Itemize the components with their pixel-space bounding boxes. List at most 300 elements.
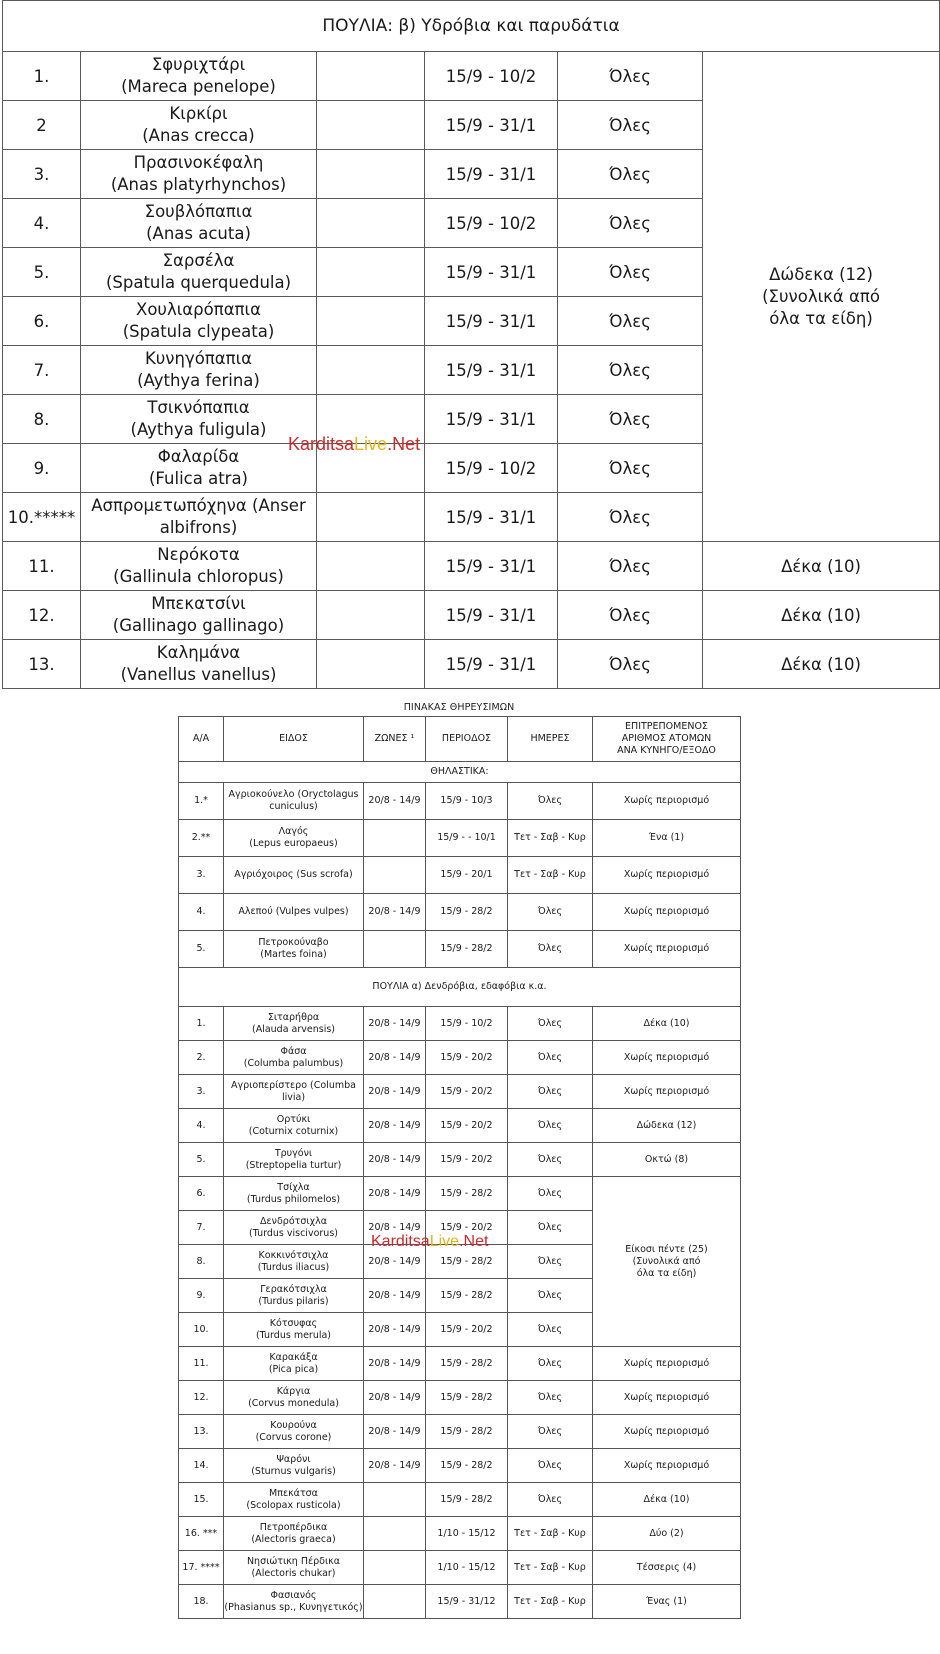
species-name-cell	[224, 1415, 364, 1449]
species-name: Κάργια	[276, 1385, 311, 1397]
species-name-cell	[81, 150, 317, 199]
species-name-cell	[224, 1347, 364, 1381]
site-watermark: KarditsaLive.Net	[371, 1233, 489, 1250]
zones-cell: 20/8 - 14/9	[364, 1007, 426, 1041]
species-name-cell	[224, 1313, 364, 1347]
species-latin-name: (Alectoris chukar)	[251, 1567, 336, 1579]
limit-cell: Χωρίς περιορισμό	[593, 894, 741, 931]
period-cell: 15/9 - 28/2	[426, 1483, 508, 1517]
species-latin-name: (Phasianus sp., Κυνηγετικός)	[224, 1601, 363, 1613]
row-number: 17. ****	[179, 1551, 224, 1585]
table-row	[179, 1177, 741, 1211]
days-cell: Όλες	[558, 101, 703, 150]
species-name: Τσίχλα	[277, 1181, 310, 1193]
days-cell: Όλες	[508, 1347, 593, 1381]
table-row	[179, 1449, 741, 1483]
species-name-cell	[224, 857, 364, 894]
limit-cell: Δέκα (10)	[593, 1483, 741, 1517]
days-cell: Όλες	[558, 444, 703, 493]
species-latin-name: (Sturnus vulgaris)	[251, 1465, 336, 1477]
species-name: Σφυριχτάρι	[151, 55, 246, 74]
limit-cell: Χωρίς περιορισμό	[593, 783, 741, 820]
row-number: 6.	[179, 1177, 224, 1211]
header-days: ΗΜΕΡΕΣ	[508, 717, 593, 762]
row-number: 5.	[3, 248, 81, 297]
group-limit-line: όλα τα είδη)	[636, 1267, 697, 1279]
species-name: Μπεκάτσα	[269, 1487, 318, 1499]
row-number: 12.	[3, 591, 81, 640]
period-cell: 1/10 - 15/12	[426, 1551, 508, 1585]
species-name: Ορτύκι	[276, 1113, 311, 1125]
species-latin-name: (Turdus philomelos)	[246, 1193, 341, 1205]
zones-cell: 20/8 - 14/9	[364, 1075, 426, 1109]
limit-cell: Χωρίς περιορισμό	[593, 1449, 741, 1483]
table-row	[179, 1109, 741, 1143]
group-limit-line: (Συνολικά από	[762, 286, 880, 306]
days-cell: Όλες	[508, 1007, 593, 1041]
days-cell: Όλες	[508, 931, 593, 968]
species-name: Κοκκινότσιχλα	[258, 1249, 329, 1261]
row-number: 15.	[179, 1483, 224, 1517]
period-cell: 15/9 - 10/2	[425, 52, 558, 101]
limit-cell: Χωρίς περιορισμό	[593, 931, 741, 968]
period-cell: 15/9 - 20/2	[426, 1313, 508, 1347]
species-latin-name: (Vanellus vanellus)	[120, 665, 277, 684]
days-cell: Τετ - Σαβ - Κυρ	[508, 820, 593, 857]
row-number: 14.	[179, 1449, 224, 1483]
section-birds: ΠΟΥΛΙΑ α) Δενδρόβια, εδαφόβια κ.α.	[179, 968, 741, 1007]
table-row	[179, 1075, 741, 1109]
header-limit: ΕΠΙΤΡΕΠΟΜΕΝΟΣ ΑΡΙΘΜΟΣ ΑΤΟΜΩΝ ΑΝΑ ΚΥΝΗΓΟ/ΕΞΟΔΟ	[593, 717, 741, 762]
species-name-cell	[81, 640, 317, 689]
species-latin-name: albifrons)	[159, 518, 238, 537]
row-number: 2.**	[179, 820, 224, 857]
section-row	[179, 762, 741, 783]
period-cell: 15/9 - 28/2	[426, 1279, 508, 1313]
species-latin-name: (Gallinago gallinago)	[112, 616, 285, 635]
days-cell: Τετ - Σαβ - Κυρ	[508, 857, 593, 894]
table-row	[179, 1483, 741, 1517]
species-latin-name: (Corvus corone)	[255, 1431, 332, 1443]
zones-cell	[317, 640, 425, 689]
group-limit-line: όλα τα είδη)	[769, 308, 873, 328]
species-latin-name: (Turdus iliacus)	[257, 1261, 330, 1273]
section-row	[179, 968, 741, 1007]
row-number: 9.	[3, 444, 81, 493]
table-row	[179, 1415, 741, 1449]
species-latin-name: (Turdus pilaris)	[258, 1295, 329, 1307]
species-latin-name: (Columba palumbus)	[243, 1057, 344, 1069]
days-cell: Όλες	[508, 1109, 593, 1143]
species-name-cell	[81, 395, 317, 444]
species-name-cell	[224, 1109, 364, 1143]
species-name-cell	[224, 1177, 364, 1211]
period-cell: 15/9 - 31/1	[425, 101, 558, 150]
period-cell: 15/9 - 20/2	[426, 1143, 508, 1177]
zones-cell	[317, 591, 425, 640]
species-name-cell	[81, 444, 317, 493]
days-cell: Τετ - Σαβ - Κυρ	[508, 1551, 593, 1585]
days-cell: Όλες	[508, 1483, 593, 1517]
header-period: ΠΕΡΙΟΔΟΣ	[426, 717, 508, 762]
table-row	[179, 1347, 741, 1381]
table-row	[179, 1517, 741, 1551]
table-row	[179, 931, 741, 968]
limit-cell: Χωρίς περιορισμό	[593, 1415, 741, 1449]
row-number: 4.	[179, 1109, 224, 1143]
row-number: 4.	[3, 199, 81, 248]
row-number: 9.	[179, 1279, 224, 1313]
zones-cell: 20/8 - 14/9	[364, 1347, 426, 1381]
zones-cell: 20/8 - 14/9	[364, 1143, 426, 1177]
species-latin-name: (Alectoris graeca)	[251, 1533, 336, 1545]
species-name-cell	[224, 1041, 364, 1075]
limit-cell: Ένα (1)	[593, 820, 741, 857]
species-name: Φάσα	[280, 1045, 307, 1057]
header-row	[179, 717, 741, 762]
limit-cell: Δέκα (10)	[703, 591, 940, 640]
species-name-cell	[81, 542, 317, 591]
species-name-cell	[224, 1449, 364, 1483]
zones-cell	[317, 297, 425, 346]
table-row	[3, 591, 940, 640]
species-latin-name: (Alauda arvensis)	[251, 1023, 336, 1035]
limit-cell: Τέσσερις (4)	[593, 1551, 741, 1585]
row-number: 18.	[179, 1585, 224, 1619]
days-cell: Όλες	[558, 150, 703, 199]
period-cell: 15/9 - 20/2	[426, 1109, 508, 1143]
row-number: 8.	[179, 1245, 224, 1279]
species-name: Κυνηγόπαπια	[144, 349, 253, 368]
row-number: 2	[3, 101, 81, 150]
limit-cell: Χωρίς περιορισμό	[593, 1381, 741, 1415]
table-row	[179, 1007, 741, 1041]
row-number: 16. ***	[179, 1517, 224, 1551]
limit-cell: Δώδεκα (12)	[593, 1109, 741, 1143]
species-name-cell	[224, 1211, 364, 1245]
zones-cell: 20/8 - 14/9	[364, 1041, 426, 1075]
species-latin-name: (Anas acuta)	[146, 224, 251, 243]
species-name-cell	[81, 199, 317, 248]
species-name: Πρασινοκέφαλη	[133, 153, 264, 172]
site-watermark: KarditsaLive.Net	[288, 434, 421, 454]
row-number: 12.	[179, 1381, 224, 1415]
zones-cell	[364, 820, 426, 857]
period-cell: 15/9 - 28/2	[426, 1347, 508, 1381]
species-name-cell	[81, 101, 317, 150]
period-cell: 15/9 - 31/1	[425, 542, 558, 591]
table-row	[3, 542, 940, 591]
days-cell: Όλες	[558, 493, 703, 542]
table-row	[179, 1381, 741, 1415]
period-cell: 15/9 - 28/2	[426, 894, 508, 931]
table-row	[3, 52, 940, 101]
period-cell: 1/10 - 15/12	[426, 1517, 508, 1551]
row-number: 3.	[179, 1075, 224, 1109]
section-mammals: ΘΗΛΑΣΤΙΚΑ:	[179, 762, 741, 783]
thrush-group-limit-cell	[593, 1177, 741, 1347]
days-cell: Όλες	[508, 1279, 593, 1313]
row-number: 7.	[179, 1211, 224, 1245]
species-name-cell	[224, 931, 364, 968]
table-row	[179, 783, 741, 820]
species-latin-name: (Pica pica)	[268, 1363, 319, 1375]
days-cell: Όλες	[558, 346, 703, 395]
species-latin-name: (Coturnix coturnix)	[248, 1125, 339, 1137]
limit-cell: Χωρίς περιορισμό	[593, 1041, 741, 1075]
days-cell: Όλες	[558, 248, 703, 297]
species-latin-name: (Spatula clypeata)	[122, 322, 275, 341]
row-number: 7.	[3, 346, 81, 395]
period-cell: 15/9 - - 10/1	[426, 820, 508, 857]
days-cell: Όλες	[508, 1075, 593, 1109]
species-latin-name: cuniculus)	[269, 801, 318, 812]
days-cell: Όλες	[508, 1381, 593, 1415]
species-name-cell	[224, 1551, 364, 1585]
table-caption: ΠΙΝΑΚΑΣ ΘΗΡΕΥΣΙΜΩΝ	[403, 702, 515, 713]
period-cell: 15/9 - 28/2	[426, 931, 508, 968]
group-limit-line: (Συνολικά από	[632, 1255, 701, 1267]
species-name-cell	[224, 1517, 364, 1551]
species-name-cell	[224, 783, 364, 820]
species-latin-name: (Anas platyrhynchos)	[110, 175, 287, 194]
days-cell: Τετ - Σαβ - Κυρ	[508, 1585, 593, 1619]
species-name: Ψαρόνι	[276, 1453, 311, 1465]
row-number: 3.	[3, 150, 81, 199]
species-latin-name: (Aythya ferina)	[137, 371, 260, 390]
days-cell: Όλες	[508, 1143, 593, 1177]
limit-cell: Δέκα (10)	[703, 542, 940, 591]
period-cell: 15/9 - 20/1	[426, 857, 508, 894]
row-number: 1.	[179, 1007, 224, 1041]
period-cell: 15/9 - 31/1	[425, 248, 558, 297]
species-name-cell	[224, 1245, 364, 1279]
period-cell: 15/9 - 28/2	[426, 1415, 508, 1449]
days-cell: Τετ - Σαβ - Κυρ	[508, 1517, 593, 1551]
species-name: Αγριόχοιρος (Sus scrofa)	[234, 869, 353, 880]
days-cell: Όλες	[558, 199, 703, 248]
zones-cell: 20/8 - 14/9	[364, 1313, 426, 1347]
row-number: 13.	[3, 640, 81, 689]
days-cell: Όλες	[558, 591, 703, 640]
row-number: 11.	[3, 542, 81, 591]
species-name: Λαγός	[278, 826, 309, 837]
zones-cell: 20/8 - 14/9	[364, 1245, 426, 1279]
zones-cell: 20/8 - 14/9	[364, 1449, 426, 1483]
species-name-cell	[224, 820, 364, 857]
species-latin-name: (Streptopelia turtur)	[245, 1159, 342, 1171]
days-cell: Όλες	[508, 1313, 593, 1347]
species-name-cell	[224, 1007, 364, 1041]
zones-cell: 20/8 - 14/9	[364, 1177, 426, 1211]
species-name-cell	[224, 1483, 364, 1517]
days-cell: Όλες	[558, 297, 703, 346]
days-cell: Όλες	[558, 395, 703, 444]
species-name-cell	[81, 346, 317, 395]
row-number: 4.	[179, 894, 224, 931]
species-name-cell	[224, 1143, 364, 1177]
species-name-cell	[81, 297, 317, 346]
days-cell: Όλες	[508, 1041, 593, 1075]
period-cell: 15/9 - 31/1	[425, 150, 558, 199]
species-name: Αγριοκούνελο (Oryctolagus	[228, 789, 359, 800]
period-cell: 15/9 - 28/2	[426, 1381, 508, 1415]
species-name-cell	[224, 1381, 364, 1415]
header-species: ΕΙΔΟΣ	[224, 717, 364, 762]
row-number: 2.	[179, 1041, 224, 1075]
group-limit-line: Δώδεκα (12)	[769, 264, 873, 284]
table-row	[179, 894, 741, 931]
zones-cell	[317, 346, 425, 395]
table-row	[179, 1041, 741, 1075]
days-cell: Όλες	[558, 542, 703, 591]
species-name-cell	[81, 248, 317, 297]
table-title: ΠΟΥΛΙΑ: β) Υδρόβια και παρυδάτια	[3, 1, 940, 52]
zones-cell: 20/8 - 14/9	[364, 783, 426, 820]
row-number: 5.	[179, 931, 224, 968]
waterfowl-table	[2, 0, 940, 689]
row-number: 8.	[3, 395, 81, 444]
period-cell: 15/9 - 31/1	[425, 395, 558, 444]
group-limit-cell	[703, 52, 940, 542]
days-cell: Όλες	[508, 1449, 593, 1483]
zones-cell	[364, 857, 426, 894]
period-cell: 15/9 - 31/1	[425, 297, 558, 346]
species-name: Σουβλόπαπια	[144, 202, 253, 221]
species-name: Κότσυφας	[269, 1317, 318, 1329]
species-name-cell	[224, 1279, 364, 1313]
species-name-cell	[224, 1075, 364, 1109]
species-latin-name: (Turdus viscivorus)	[249, 1227, 338, 1239]
table-row	[179, 1143, 741, 1177]
header-zones: ΖΩΝΕΣ ¹	[364, 717, 426, 762]
species-name: Δενδρότσιχλα	[260, 1215, 327, 1227]
table-row	[179, 1551, 741, 1585]
row-number: 1.	[3, 52, 81, 101]
species-name: Κιρκίρι	[169, 104, 228, 123]
species-name-cell	[81, 591, 317, 640]
row-number: 3.	[179, 857, 224, 894]
zones-cell: 20/8 - 14/9	[364, 1279, 426, 1313]
limit-cell: Χωρίς περιορισμό	[593, 1075, 741, 1109]
species-latin-name: (Lepus europaeus)	[249, 838, 338, 849]
species-name: Πετροπέρδικα	[259, 1521, 328, 1533]
period-cell: 15/9 - 10/2	[425, 444, 558, 493]
species-name-cell	[224, 894, 364, 931]
zones-cell: 20/8 - 14/9	[364, 1415, 426, 1449]
days-cell: Όλες	[558, 640, 703, 689]
species-name: Τσικνόπαπια	[147, 398, 250, 417]
species-name: Κουρούνα	[270, 1419, 317, 1431]
limit-cell: Χωρίς περιορισμό	[593, 857, 741, 894]
table-row	[179, 1585, 741, 1619]
row-number: 11.	[179, 1347, 224, 1381]
days-cell: Όλες	[508, 783, 593, 820]
species-name: Χουλιαρόπαπια	[136, 300, 261, 319]
limit-cell: Δύο (2)	[593, 1517, 741, 1551]
species-name: Πετροκούναβο	[258, 937, 329, 948]
zones-cell: 20/8 - 14/9	[364, 1211, 426, 1245]
species-latin-name: (Anas crecca)	[142, 126, 255, 145]
zones-cell	[317, 52, 425, 101]
species-name: Καρακάξα	[269, 1351, 318, 1363]
limit-cell: Δέκα (10)	[593, 1007, 741, 1041]
limit-cell: Ένας (1)	[593, 1585, 741, 1619]
period-cell: 15/9 - 28/2	[426, 1449, 508, 1483]
species-latin-name: (Mareca penelope)	[121, 77, 276, 96]
limit-cell: Οκτώ (8)	[593, 1143, 741, 1177]
species-name-cell	[224, 1585, 364, 1619]
species-latin-name: livia)	[281, 1091, 306, 1103]
period-cell: 15/9 - 31/1	[425, 493, 558, 542]
species-latin-name: (Scolopax rusticola)	[246, 1499, 341, 1511]
species-latin-name: (Aythya fuligula)	[130, 420, 267, 439]
days-cell: Όλες	[558, 52, 703, 101]
species-latin-name: (Turdus merula)	[255, 1329, 332, 1341]
days-cell: Όλες	[508, 1245, 593, 1279]
species-name: Τρυγόνι	[274, 1147, 313, 1159]
species-latin-name: (Fulica atra)	[149, 469, 248, 488]
species-name-cell	[81, 493, 317, 542]
zones-cell	[364, 1483, 426, 1517]
zones-cell: 20/8 - 14/9	[364, 894, 426, 931]
row-number: 5.	[179, 1143, 224, 1177]
zones-cell	[317, 101, 425, 150]
row-number: 1.*	[179, 783, 224, 820]
zones-cell: 20/8 - 14/9	[364, 1381, 426, 1415]
zones-cell	[364, 931, 426, 968]
zones-cell	[317, 150, 425, 199]
zones-cell: 20/8 - 14/9	[364, 1109, 426, 1143]
row-number: 6.	[3, 297, 81, 346]
days-cell: Όλες	[508, 894, 593, 931]
species-name-cell	[81, 52, 317, 101]
period-cell: 15/9 - 10/3	[426, 783, 508, 820]
period-cell: 15/9 - 31/1	[425, 346, 558, 395]
group-limit-line: Είκοσι πέντε (25)	[625, 1243, 708, 1255]
period-cell: 15/9 - 31/12	[426, 1585, 508, 1619]
days-cell: Όλες	[508, 1177, 593, 1211]
period-cell: 15/9 - 20/2	[426, 1075, 508, 1109]
period-cell: 15/9 - 10/2	[425, 199, 558, 248]
species-name: Φασιανός	[270, 1589, 317, 1601]
species-name: Νησιώτικη Πέρδικα	[246, 1555, 341, 1567]
period-cell: 15/9 - 10/2	[426, 1007, 508, 1041]
species-name: Αλεπού (Vulpes vulpes)	[238, 906, 349, 917]
zones-cell	[317, 248, 425, 297]
period-cell: 15/9 - 31/1	[425, 640, 558, 689]
species-latin-name: (Corvus monedula)	[248, 1397, 339, 1409]
zones-cell	[317, 493, 425, 542]
species-name: Ασπρομετωπόχηνα (Anser	[91, 496, 306, 515]
days-cell: Όλες	[508, 1211, 593, 1245]
zones-cell	[364, 1551, 426, 1585]
species-latin-name: (Martes foina)	[260, 949, 327, 960]
row-number: 10.*****	[3, 493, 81, 542]
species-name: Μπεκατσίνι	[151, 594, 246, 613]
species-name: Σιταρήθρα	[267, 1011, 320, 1023]
species-latin-name: (Gallinula chloropus)	[113, 567, 284, 586]
header-aa: Α/Α	[179, 717, 224, 762]
zones-cell	[317, 542, 425, 591]
zones-cell	[364, 1585, 426, 1619]
species-name: Καλημάνα	[156, 643, 241, 662]
period-cell: 15/9 - 28/2	[426, 1245, 508, 1279]
species-name: Νερόκοτα	[157, 545, 240, 564]
limit-cell: Δέκα (10)	[703, 640, 940, 689]
limit-cell: Χωρίς περιορισμό	[593, 1347, 741, 1381]
table-row	[3, 640, 940, 689]
